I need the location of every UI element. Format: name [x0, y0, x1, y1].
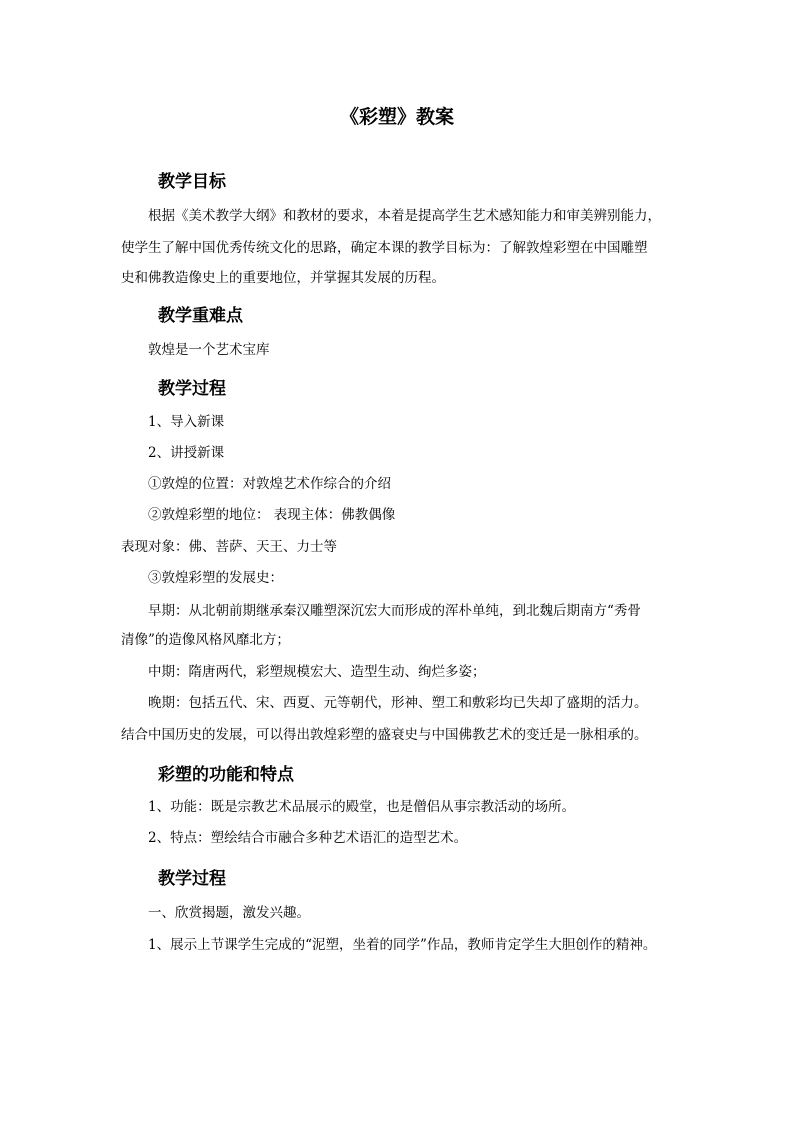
- process-item: 晚期：包括五代、宋、西夏、元等朝代，形神、塑工和敷彩均已失却了盛期的活力。: [148, 695, 648, 711]
- process-item: 1、导入新课: [148, 414, 225, 430]
- heading-key-points: 教学重难点: [158, 306, 243, 326]
- process-item: 早期：从北朝前期继承秦汉雕塑深沉宏大而形成的浑朴单纯，到北魏后期南方“秀骨: [148, 603, 641, 619]
- heading-teaching-process-2: 教学过程: [158, 869, 226, 889]
- process-item: 2、讲授新课: [148, 445, 225, 461]
- goal-line-3: 史和佛教造像史上的重要地位，并掌握其发展的历程。: [121, 270, 445, 286]
- process2-item: 1、展示上节课学生完成的“泥塑，坐着的同学”作品，教师肯定学生大胆创作的精神。: [148, 937, 657, 953]
- feature-item: 2、特点：塑绘结合市融合多种艺术语汇的造型艺术。: [148, 830, 468, 846]
- heading-functions-features: 彩塑的功能和特点: [158, 765, 294, 785]
- goal-line-2: 使学生了解中国优秀传统文化的思路，确定本课的教学目标为：了解敦煌彩塑在中国雕塑: [121, 240, 648, 256]
- process-item: ②敦煌彩塑的地位： 表现主体：佛教偶像: [148, 507, 396, 523]
- goal-line-1: 根据《美术教学大纲》和教材的要求，本着是提高学生艺术感知能力和审美辨别能力，: [148, 208, 661, 224]
- key-point-text: 敦煌是一个艺术宝库: [148, 342, 270, 358]
- heading-teaching-goals: 教学目标: [158, 172, 226, 192]
- process-item: ①敦煌的位置：对敦煌艺术作综合的介绍: [148, 476, 391, 492]
- document-title: 《彩塑》教案: [339, 106, 454, 128]
- feature-item: 1、功能：既是宗教艺术品展示的殿堂，也是僧侣从事宗教活动的场所。: [148, 799, 576, 815]
- process-item: 中期：隋唐两代，彩塑规模宏大、造型生动、绚烂多姿；: [148, 664, 486, 680]
- process-item: 清像”的造像风格风靡北方；: [121, 632, 290, 648]
- heading-teaching-process: 教学过程: [158, 379, 226, 399]
- process-item: ③敦煌彩塑的发展史：: [148, 570, 283, 586]
- process-item: 结合中国历史的发展，可以得出敦煌彩塑的盛衰史与中国佛教艺术的变迁是一脉相承的。: [121, 727, 648, 743]
- process-item: 表现对象：佛、菩萨、天王、力士等: [121, 539, 337, 555]
- process2-item: 一、欣赏揭题，激发兴趣。: [148, 905, 310, 921]
